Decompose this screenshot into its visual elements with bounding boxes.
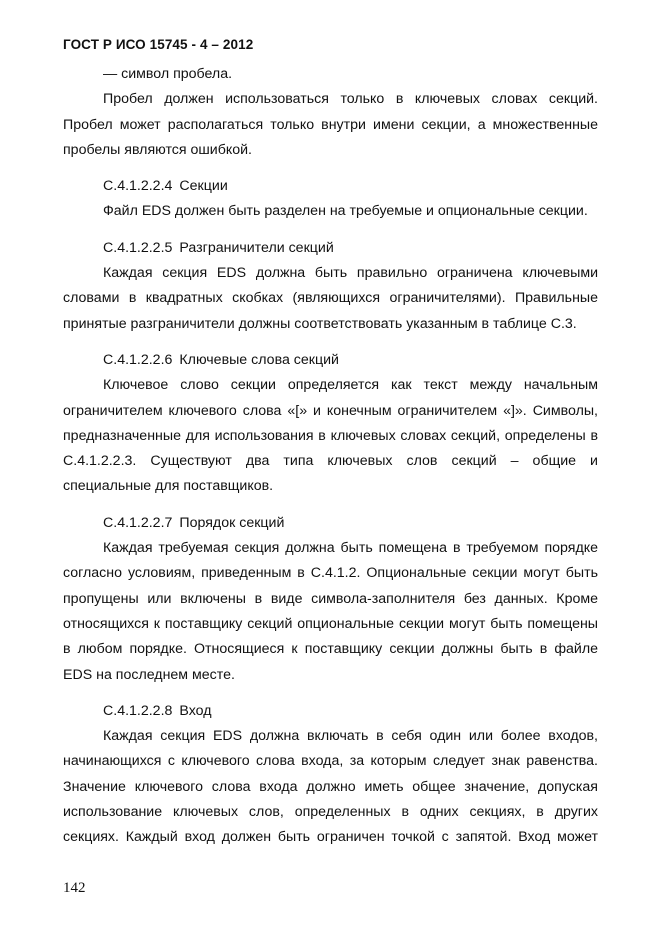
section-number: C.4.1.2.2.8 xyxy=(103,702,173,719)
section-number: C.4.1.2.2.7 xyxy=(103,514,173,531)
section-text: Файл EDS должен быть разделен на требуемые и опциональные секции. xyxy=(103,203,588,220)
section-heading xyxy=(63,699,598,724)
section-text: Каждая секция EDS должна быть правильно ограничена ключевыми словами в квадратных скобках (являющихся ограничителями). Правильные принятые разграничители должны соответствовать указанным в таблице С.3. xyxy=(63,265,598,332)
document-header: ГОСТ Р ИСО 15745 - 4 – 2012 xyxy=(63,37,254,52)
list-item-space-symbol: — символ пробела. xyxy=(103,66,233,82)
section-title: Секции xyxy=(179,178,228,195)
document-body xyxy=(63,62,598,851)
section-number: C.4.1.2.2.6 xyxy=(103,351,173,368)
section-title: Вход xyxy=(179,702,212,719)
section-heading xyxy=(63,174,598,199)
section-number: C.4.1.2.2.5 xyxy=(103,239,173,256)
section-heading xyxy=(63,348,598,373)
section-text: Каждая секция EDS должна включать в себя один или более входов, начинающихся с ключевого слова входа, за которым следует знак равенства. Значение ключевого слова входа должно иметь общее значение, допуская использование ключевых слов, определенных в одних секциях, в других секциях. Каждый вход должен быть ограничен точкой с запятой. Вход может xyxy=(63,728,598,846)
section-title: Порядок секций xyxy=(179,514,285,531)
section-delimiters xyxy=(63,236,598,337)
section-text: Ключевое слово секции определяется как текст между начальным ограничителем ключевого слова «[» и конечным ограничителем «]». Символы, предназначенные для использования в ключевых словах секций, определены в С.4.1.2.2.3. Существуют два типа ключевых слов секций – общие и специальные для поставщиков. xyxy=(63,377,598,495)
section-title: Ключевые слова секций xyxy=(179,351,339,368)
section-text: Каждая требуемая секция должна быть помещена в требуемом порядке согласно условиям, приведенным в С.4.1.2. Опциональные секции могут быть пропущены или включены в виде символа-заполнителя без данных. Кроме относящихся к поставщику секций опциональные секции могут быть помещены в любом порядке. Относящиеся к поставщику секции должны быть в файле EDS на последнем месте. xyxy=(63,540,598,683)
section-keywords xyxy=(63,348,598,500)
section-heading xyxy=(63,236,598,261)
section-number: C.4.1.2.2.4 xyxy=(103,178,173,195)
section-heading xyxy=(63,511,598,536)
section-order xyxy=(63,511,598,688)
section-title: Разграничители секций xyxy=(179,239,334,256)
page-number: 142 xyxy=(63,880,86,896)
section-entry xyxy=(63,699,598,851)
paragraph-space-rules: Пробел должен использоваться только в ключевых словах секций. Пробел может располагаться только внутри имени секции, а множественные пробелы являются ошибкой. xyxy=(63,91,598,158)
section-sections xyxy=(63,174,598,225)
